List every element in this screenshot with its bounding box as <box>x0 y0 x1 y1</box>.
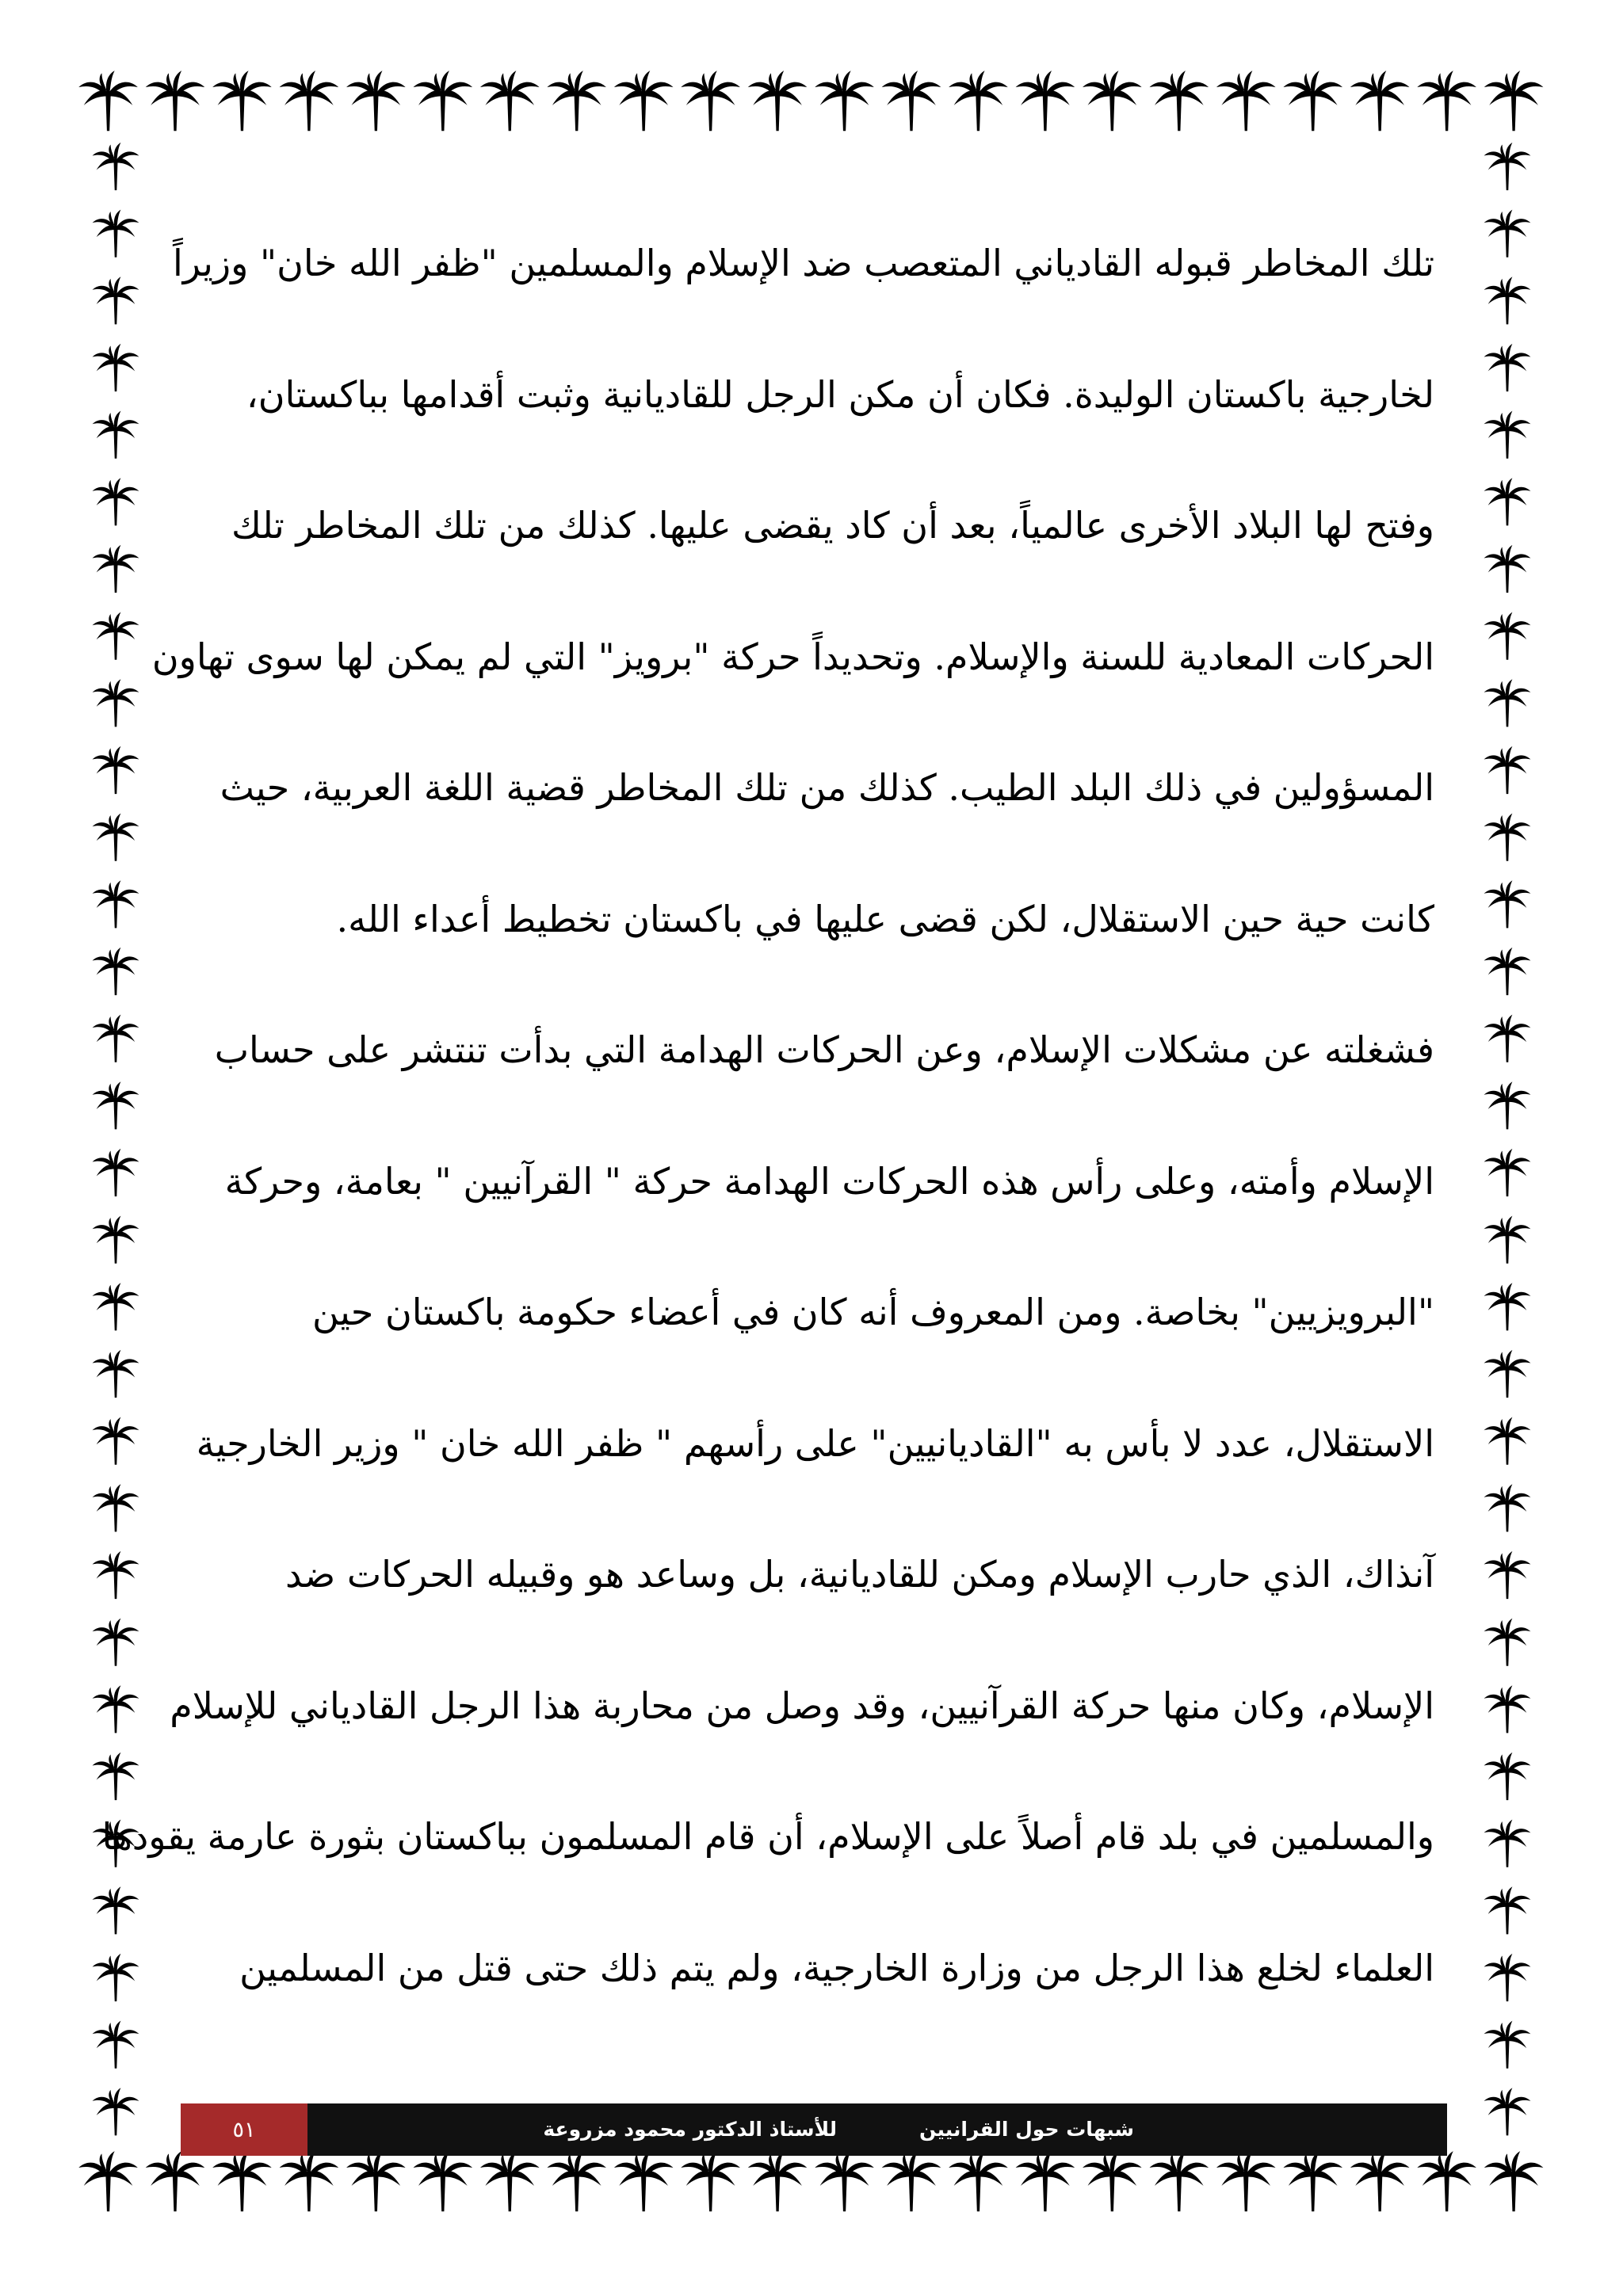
palm-tree-icon <box>93 1619 139 1666</box>
text-line: الإسلام، وكان منها حركة القرآنيين، وقد وصل من محاربة هذا الرجل القادياني للإسلام <box>170 1684 1434 1727</box>
text-line: كانت حية حين الاستقلال، لكن قضى عليها في باكستان تخطيط أعداء الله. <box>336 897 1434 940</box>
text-line: الإسلام وأمته، وعلى رأس هذه الحركات الهدامة حركة " القرآنيين " بعامة، وحركة <box>224 1159 1434 1203</box>
palm-tree-icon <box>1484 478 1531 525</box>
palm-tree-icon <box>93 880 139 928</box>
palm-tree-icon <box>280 2151 339 2211</box>
palm-tree-icon <box>146 71 205 131</box>
palm-tree-icon <box>1484 210 1531 257</box>
palm-tree-icon <box>1484 1619 1531 1666</box>
palm-tree-icon <box>93 1149 139 1196</box>
palm-tree-icon <box>1484 71 1544 131</box>
palm-tree-icon <box>78 2151 138 2211</box>
palm-tree-icon <box>212 71 272 131</box>
author-name: للأستاذ الدكتور محمود مزروعة <box>543 2118 837 2141</box>
page-number: ٥١ <box>232 2117 256 2142</box>
palm-tree-icon <box>93 1417 139 1465</box>
palm-tree-icon <box>1016 71 1075 131</box>
palm-tree-icon <box>93 1350 139 1398</box>
palm-tree-icon <box>212 2151 272 2211</box>
palm-tree-icon <box>1484 1350 1531 1398</box>
palm-tree-icon <box>614 71 674 131</box>
palm-tree-icon <box>1484 1216 1531 1264</box>
palm-tree-icon <box>93 210 139 257</box>
palm-tree-icon <box>480 71 540 131</box>
palm-tree-icon <box>1484 612 1531 660</box>
palm-tree-icon <box>1083 2151 1142 2211</box>
text-line: تلك المخاطر قبوله القادياني المتعصب ضد الإسلام والمسلمين "ظفر الله خان" وزيراً <box>172 242 1434 284</box>
palm-tree-icon <box>414 71 473 131</box>
palm-tree-icon <box>93 679 139 727</box>
palm-tree-icon <box>1484 2151 1544 2211</box>
palm-tree-icon <box>1484 277 1531 324</box>
palm-tree-icon <box>882 2151 941 2211</box>
palm-tree-icon <box>1484 1551 1531 1599</box>
palm-tree-icon <box>1283 71 1342 131</box>
palm-tree-icon <box>1484 1015 1531 1062</box>
palm-tree-icon <box>93 411 139 459</box>
palm-tree-icon <box>815 71 874 131</box>
palm-tree-icon <box>93 612 139 660</box>
palm-tree-icon <box>1484 679 1531 727</box>
palm-tree-icon <box>748 71 808 131</box>
palm-tree-icon <box>93 1954 139 2001</box>
palm-tree-icon <box>949 71 1008 131</box>
palm-tree-icon <box>1484 1954 1531 2001</box>
palm-tree-icon <box>93 1015 139 1062</box>
palm-tree-icon <box>748 2151 808 2211</box>
palm-tree-icon <box>882 71 941 131</box>
palm-tree-icon <box>93 814 139 861</box>
palm-tree-icon <box>1484 143 1531 190</box>
palm-tree-icon <box>93 1216 139 1264</box>
palm-tree-icon <box>1484 545 1531 593</box>
text-line: العلماء لخلع هذا الرجل من وزارة الخارجية، ولم يتم ذلك حتى قتل من المسلمين <box>239 1946 1434 1989</box>
text-line: وفتح لها البلاد الأخرى عالمياً، بعد أن كاد يقضى عليها. كذلك من تلك المخاطر تلك <box>231 504 1434 547</box>
palm-tree-icon <box>480 2151 540 2211</box>
palm-tree-icon <box>93 948 139 995</box>
palm-tree-icon <box>346 71 406 131</box>
palm-tree-icon <box>93 1081 139 1129</box>
palm-tree-icon <box>93 2088 139 2135</box>
text-line: فشغلته عن مشكلات الإسلام، وعن الحركات الهدامة التي بدأت تنتشر على حساب <box>214 1028 1434 1071</box>
palm-tree-icon <box>681 2151 740 2211</box>
palm-tree-icon <box>1484 1081 1531 1129</box>
palm-tree-icon <box>1350 2151 1410 2211</box>
top-palm-border <box>76 62 1549 141</box>
palm-tree-icon <box>93 277 139 324</box>
palm-tree-icon <box>346 2151 406 2211</box>
palm-tree-icon <box>1216 2151 1276 2211</box>
palm-tree-icon <box>1484 814 1531 861</box>
text-line: المسؤولين في ذلك البلد الطيب. كذلك من تلك المخاطر قضية اللغة العربية، حيث <box>220 766 1434 809</box>
palm-tree-icon <box>93 746 139 794</box>
text-line: لخارجية باكستان الوليدة. فكان أن مكن الرجل للقاديانية وثبت أقدامها بباكستان، <box>246 372 1434 416</box>
palm-tree-icon <box>1484 1685 1531 1733</box>
text-line: والمسلمين في بلد قام أصلاً على الإسلام، أن قام المسلمون بباكستان بثورة عارمة يقودها <box>101 1815 1434 1858</box>
palm-tree-icon <box>1484 1283 1531 1330</box>
page-footer <box>181 2103 1447 2156</box>
palm-tree-icon <box>280 71 339 131</box>
palm-tree-icon <box>1083 71 1142 131</box>
palm-tree-icon <box>93 2021 139 2069</box>
palm-tree-icon <box>1150 2151 1209 2211</box>
palm-tree-icon <box>547 71 606 131</box>
palm-tree-icon <box>146 2151 205 2211</box>
text-line: الحركات المعادية للسنة والإسلام. وتحديداً حركة "برويز" التي لم يمكن لها سوى تهاون <box>151 635 1434 678</box>
palm-tree-icon <box>93 1551 139 1599</box>
palm-tree-icon <box>1283 2151 1342 2211</box>
palm-tree-icon <box>1484 2021 1531 2069</box>
palm-tree-icon <box>1216 71 1276 131</box>
palm-tree-icon <box>1484 880 1531 928</box>
palm-tree-icon <box>1016 2151 1075 2211</box>
palm-tree-icon <box>414 2151 473 2211</box>
palm-tree-icon <box>1417 71 1476 131</box>
text-line: الاستقلال، عدد لا بأس به "القاديانيين" على رأسهم " ظفر الله خان " وزير الخارجية <box>196 1421 1434 1465</box>
palm-tree-icon <box>93 344 139 391</box>
text-line: آنذاك، الذي حارب الإسلام ومكن للقاديانية، بل وساعد هو وقبيله الحركات ضد <box>285 1553 1434 1596</box>
palm-tree-icon <box>93 478 139 525</box>
palm-tree-icon <box>1484 1753 1531 1800</box>
palm-tree-icon <box>93 1685 139 1733</box>
palm-tree-icon <box>1484 2088 1531 2135</box>
palm-tree-icon <box>1484 948 1531 995</box>
palm-tree-icon <box>681 71 740 131</box>
palm-tree-icon <box>1484 344 1531 391</box>
right-palm-border <box>1468 135 1547 2147</box>
palm-tree-icon <box>949 2151 1008 2211</box>
palm-tree-icon <box>1417 2151 1476 2211</box>
book-title: شبهات حول القرانيين <box>919 2118 1134 2141</box>
palm-tree-icon <box>1484 1484 1531 1531</box>
text-line: "البرويزيين" بخاصة. ومن المعروف أنه كان في أعضاء حكومة باكستان حين <box>312 1291 1434 1333</box>
palm-tree-icon <box>93 1283 139 1330</box>
page-number-box <box>181 2103 307 2156</box>
palm-tree-icon <box>547 2151 606 2211</box>
palm-tree-icon <box>1484 1820 1531 1867</box>
palm-tree-icon <box>1484 746 1531 794</box>
palm-tree-icon <box>1484 1149 1531 1196</box>
palm-tree-icon <box>93 143 139 190</box>
palm-tree-icon <box>93 1484 139 1531</box>
palm-tree-icon <box>1484 411 1531 459</box>
palm-tree-icon <box>93 545 139 593</box>
palm-tree-icon <box>1484 1417 1531 1465</box>
palm-tree-icon <box>815 2151 874 2211</box>
body-text <box>101 198 1434 2034</box>
palm-tree-icon <box>78 71 138 131</box>
palm-tree-icon <box>1350 71 1410 131</box>
palm-tree-icon <box>614 2151 674 2211</box>
palm-tree-icon <box>1484 1886 1531 1934</box>
palm-tree-icon <box>1150 71 1209 131</box>
